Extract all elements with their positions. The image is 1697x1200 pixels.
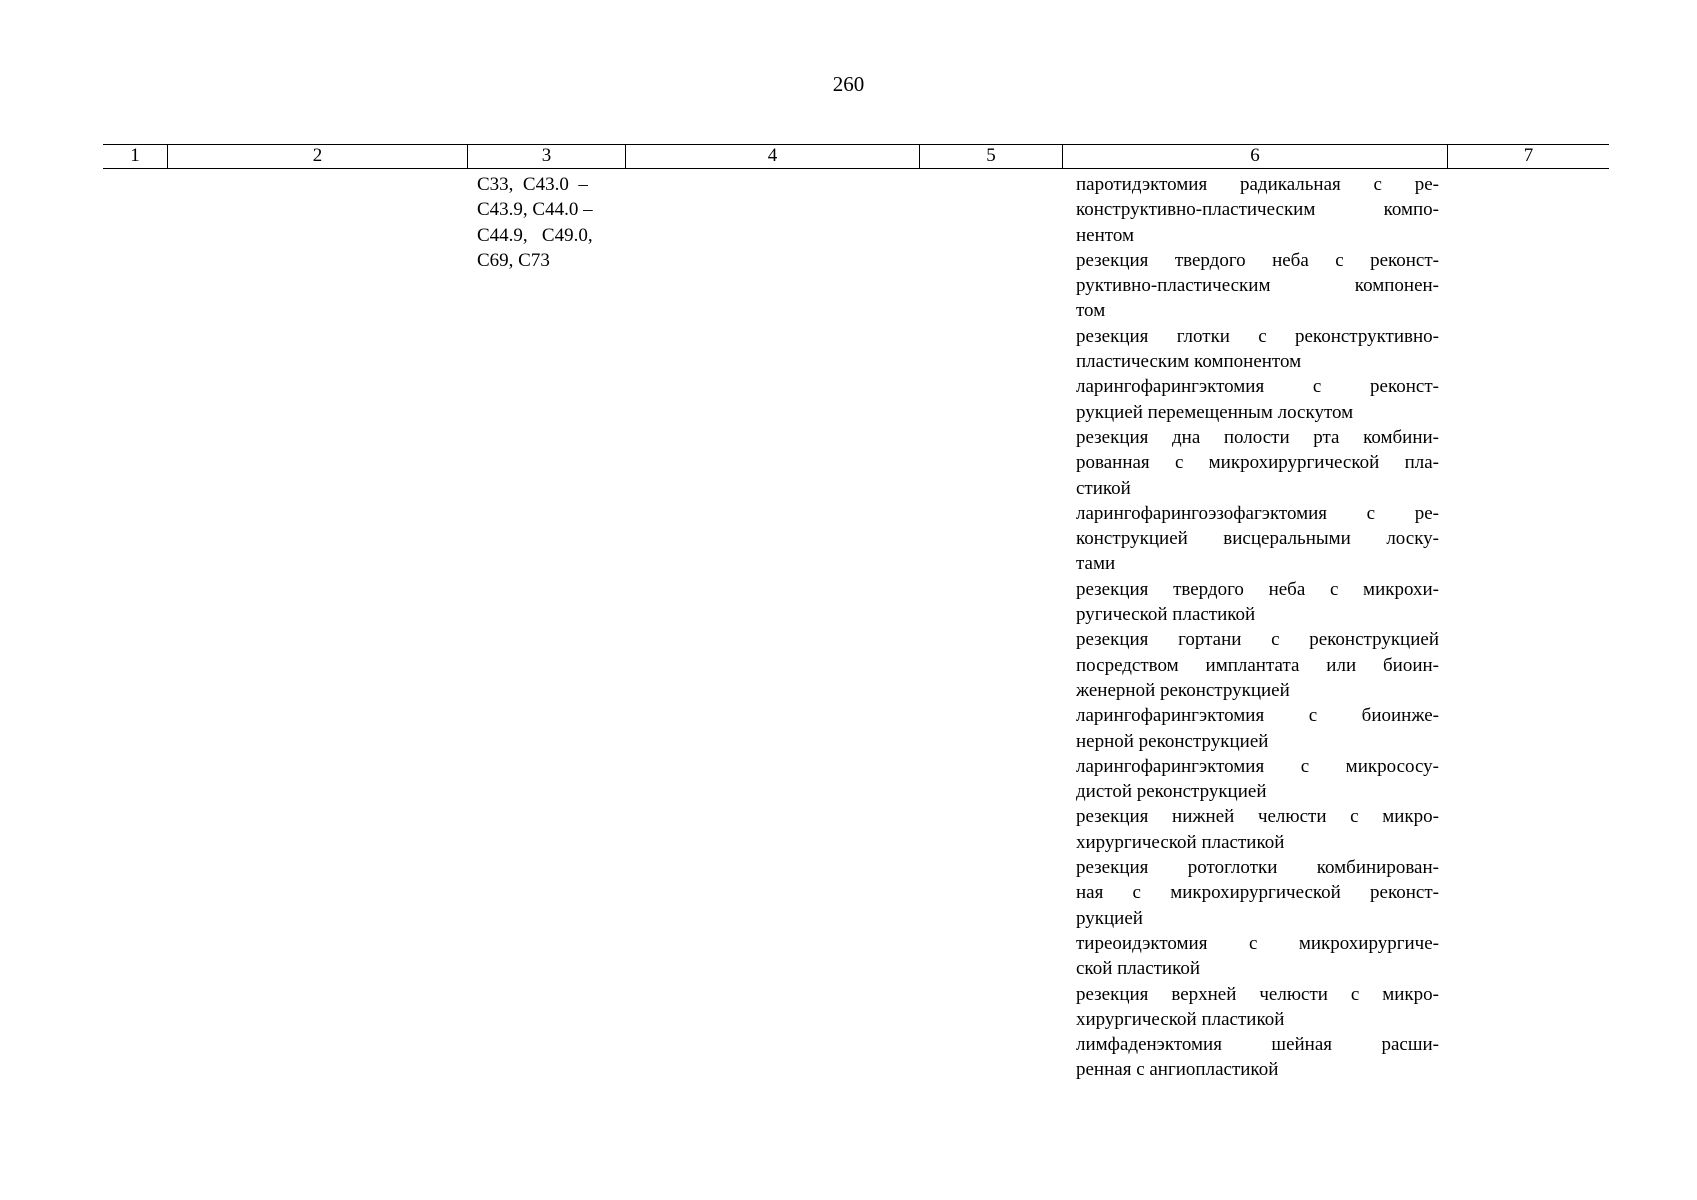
column-header-7: 7 [1447,145,1609,168]
procedure-line: лимфаденэктомия шейная расши- [1076,1034,1439,1056]
procedure-line: пластическим компонентом [1076,351,1302,373]
procedure-line: ларингофарингэктомия с биоинже- [1076,705,1439,727]
procedure-line: резекция глотки с реконструктивно- [1076,325,1439,347]
procedure-line: рованная с микрохирургической пла- [1076,452,1439,474]
procedure-line: нентом [1076,224,1134,246]
code-line: С44.9, С49.0, [477,224,593,246]
procedure-line: дистой реконструкцией [1076,781,1267,803]
procedure-line: нерной реконструкцией [1076,730,1269,752]
code-line: С33, С43.0 – [477,174,588,195]
column-header-4: 4 [625,145,919,168]
procedure-line: хирургической пластикой [1076,1008,1285,1030]
procedure-line: резекция нижней челюсти с микро- [1076,806,1439,828]
procedure-line: руктивно-пластическим компонен- [1076,275,1439,297]
procedure-line: ренная с ангиопластикой [1076,1059,1279,1081]
procedure-line: рукцией перемещенным лоскутом [1076,401,1354,423]
procedure-line: хирургической пластикой [1076,831,1285,853]
procedure-line: резекция твердого неба с микрохи- [1076,578,1439,600]
procedure-line: резекция гортани с реконструкцией [1076,629,1439,651]
column-header-3: 3 [467,145,625,168]
page-number: 260 [832,72,865,96]
procedure-line: конструктивно-пластическим компо- [1076,199,1439,221]
column-header-1: 1 [130,145,140,166]
procedure-line: резекция дна полости рта комбини- [1076,426,1439,448]
column-header-6: 6 [1062,145,1447,168]
code-line: С43.9, С44.0 – [477,199,593,221]
procedure-line: ларингофарингэктомия с реконст- [1076,376,1439,398]
procedure-line: паротидэктомия радикальная с ре- [1076,174,1439,195]
procedure-line: конструкцией висцеральными лоску- [1076,528,1439,550]
procedure-line: тами [1076,553,1116,575]
diagnosis-codes-cell [477,172,615,273]
procedure-line: ской пластикой [1076,958,1201,980]
code-line: С69, С73 [477,249,550,271]
procedure-line: посредством имплантата или биоин- [1076,654,1439,676]
procedure-line: ларингофарингэктомия с микрососу- [1076,755,1439,777]
procedure-line: ларингофарингоэзофагэктомия с ре- [1076,502,1439,524]
procedure-line: том [1076,300,1106,322]
procedure-line: ругической пластикой [1076,604,1256,626]
procedure-line: резекция ротоглотки комбинирован- [1076,857,1439,879]
treatment-methods-cell [1076,172,1439,1083]
table-header-row [103,144,1609,169]
procedure-line: тиреоидэктомия с микрохирургиче- [1076,932,1439,954]
procedure-line: ная с микрохирургической реконст- [1076,882,1439,904]
procedure-line: стикой [1076,477,1131,499]
procedure-line: резекция твердого неба с реконст- [1076,249,1439,271]
column-header-5: 5 [919,145,1062,168]
procedure-line: резекция верхней челюсти с микро- [1076,983,1439,1005]
procedure-line: рукцией [1076,907,1143,929]
column-header-2: 2 [167,145,467,168]
procedure-line: женерной реконструкцией [1076,679,1290,701]
